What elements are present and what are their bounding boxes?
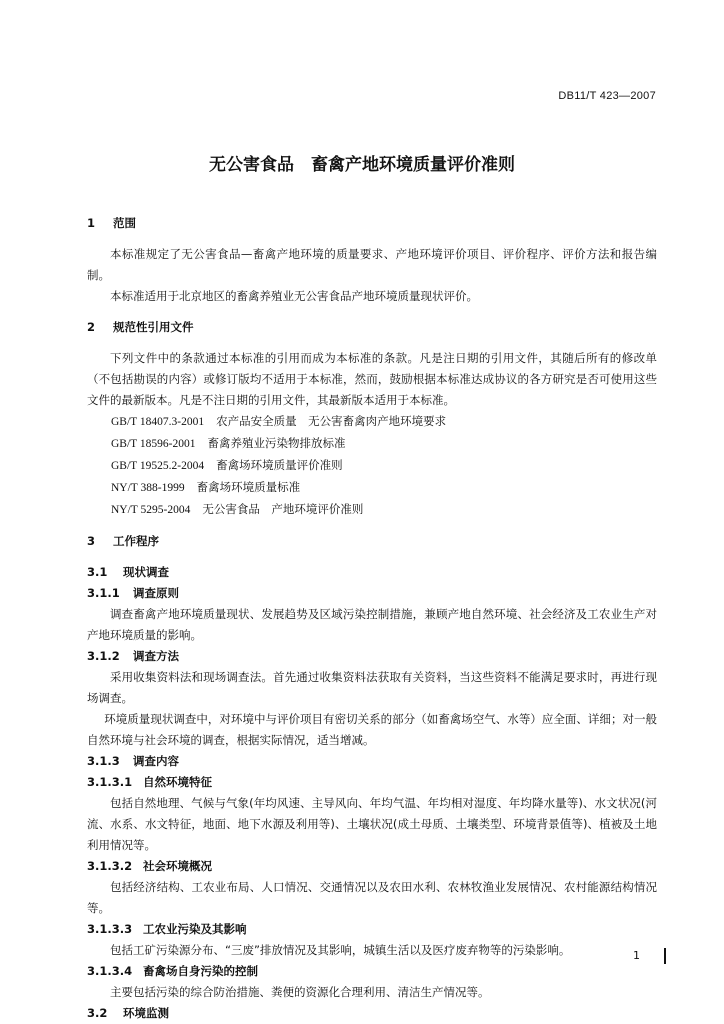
subsubsection-heading: [87, 772, 657, 793]
section-number: 3: [87, 534, 96, 548]
subsection-title: 环境监测: [123, 1006, 170, 1020]
subsection-number: 3.1.1: [87, 586, 120, 600]
subsubsection-number: 3.1.3.1: [87, 775, 133, 789]
reference-code: NY/T 388-1999: [111, 482, 185, 494]
reference-item: [87, 477, 657, 499]
section-heading-2: [87, 317, 657, 338]
paragraph: 包括工矿污染源分布、“三废”排放情况及其影响，城镇生活以及医疗废弃物等的污染影响。: [110, 943, 571, 957]
subsubsection-title: 自然环境特征: [143, 775, 213, 789]
reference-item: [87, 433, 657, 455]
page-number: 1: [633, 949, 640, 962]
reference-title: 畜禽养殖业污染物排放标准: [207, 436, 346, 450]
subsection-title: 调查方法: [133, 649, 180, 663]
subsubsection-number: 3.1.3.2: [87, 859, 133, 873]
paragraph: 下列文件中的条款通过本标准的引用而成为本标准的条款。凡是注日期的引用文件，其随后所有的修改单（不包括勘误的内容）或修订版均不适用于本标准，然而，鼓励根据本标准达成协议的各方研究是否可使用这些文件的最新版本。凡是不注日期的引用文件，其最新版本适用于本标准。: [87, 351, 657, 407]
subsubsection-title: 工农业污染及其影响: [143, 922, 247, 936]
reference-item: [87, 455, 657, 477]
section-number: 2: [87, 320, 96, 334]
subsubsection-title: 畜禽场自身污染的控制: [143, 964, 259, 978]
subsection-title: 调查内容: [133, 754, 180, 768]
section-title: 范围: [113, 216, 137, 230]
document-title: 无公害食品 畜禽产地环境质量评价准则: [209, 155, 515, 175]
page-edge-rule: [664, 948, 666, 964]
paragraph: 包括自然地理、气候与气象(年均风速、主导风向、年均气温、年均相对湿度、年均降水量等)、水文状况(河流、水系、水文特征，地面、地下水源及利用等)、土壤状况(成土母质、土壤类型、环境背景值等)、植被及土地利用情况等。: [87, 796, 657, 852]
subsection-number: 3.1.3: [87, 754, 120, 768]
section-heading-1: [87, 213, 657, 234]
subsubsection-number: 3.1.3.3: [87, 922, 133, 936]
reference-item: [87, 411, 657, 433]
section-title: 工作程序: [113, 534, 160, 548]
subsection-number: 3.2: [87, 1006, 108, 1020]
subsection-heading: [87, 646, 657, 667]
reference-code: NY/T 5295-2004: [111, 504, 191, 516]
subsection-heading: [87, 562, 657, 583]
subsubsection-number: 3.1.3.4: [87, 964, 133, 978]
subsection-title: 调查原则: [133, 586, 180, 600]
subsubsection-heading: [87, 856, 657, 877]
section-title: 规范性引用文件: [113, 320, 194, 334]
subsubsection-heading: [87, 919, 657, 940]
subsection-heading: [87, 583, 657, 604]
reference-title: 农产品安全质量 无公害畜禽肉产地环境要求: [216, 414, 447, 428]
document-body: [87, 213, 657, 1024]
standard-code: DB11/T 423—2007: [558, 90, 656, 102]
reference-code: GB/T 18596-2001: [111, 438, 196, 450]
paragraph: 主要包括污染的综合防治措施、粪便的资源化合理利用、清洁生产情况等。: [110, 985, 490, 999]
subsection-number: 3.1: [87, 565, 108, 579]
paragraph: 环境质量现状调查中，对环境中与评价项目有密切关系的部分（如畜禽场空气、水等）应全面、详细；对一般自然环境与社会环境的调查，根据实际情况，适当增减。: [87, 712, 657, 747]
paragraph: 本标准规定了无公害食品—畜禽产地环境的质量要求、产地环境评价项目、评价程序、评价方法和报告编制。: [87, 247, 657, 282]
subsection-heading: [87, 1003, 657, 1024]
paragraph: 包括经济结构、工农业布局、人口情况、交通情况以及农田水利、农林牧渔业发展情况、农村能源结构情况等。: [87, 880, 657, 915]
subsection-heading: [87, 751, 657, 772]
section-number: 1: [87, 216, 96, 230]
section-heading-3: [87, 531, 657, 552]
subsection-number: 3.1.2: [87, 649, 120, 663]
reference-title: 畜禽场环境质量评价准则: [216, 458, 343, 472]
reference-title: 无公害食品 产地环境评价准则: [202, 502, 364, 516]
paragraph: 本标准适用于北京地区的畜禽养殖业无公害食品产地环境质量现状评价。: [110, 289, 478, 303]
paragraph: 调查畜禽产地环境质量现状、发展趋势及区域污染控制措施，兼顾产地自然环境、社会经济及工农业生产对产地环境质量的影响。: [87, 607, 657, 642]
subsection-title: 现状调查: [123, 565, 170, 579]
subsubsection-title: 社会环境概况: [143, 859, 213, 873]
reference-item: [87, 499, 657, 521]
paragraph: 采用收集资料法和现场调查法。首先通过收集资料法获取有关资料，当这些资料不能满足要求时，再进行现场调查。: [87, 670, 657, 705]
subsubsection-heading: [87, 961, 657, 982]
reference-code: GB/T 18407.3-2001: [111, 416, 205, 428]
reference-title: 畜禽场环境质量标准: [196, 480, 301, 494]
reference-code: GB/T 19525.2-2004: [111, 460, 205, 472]
